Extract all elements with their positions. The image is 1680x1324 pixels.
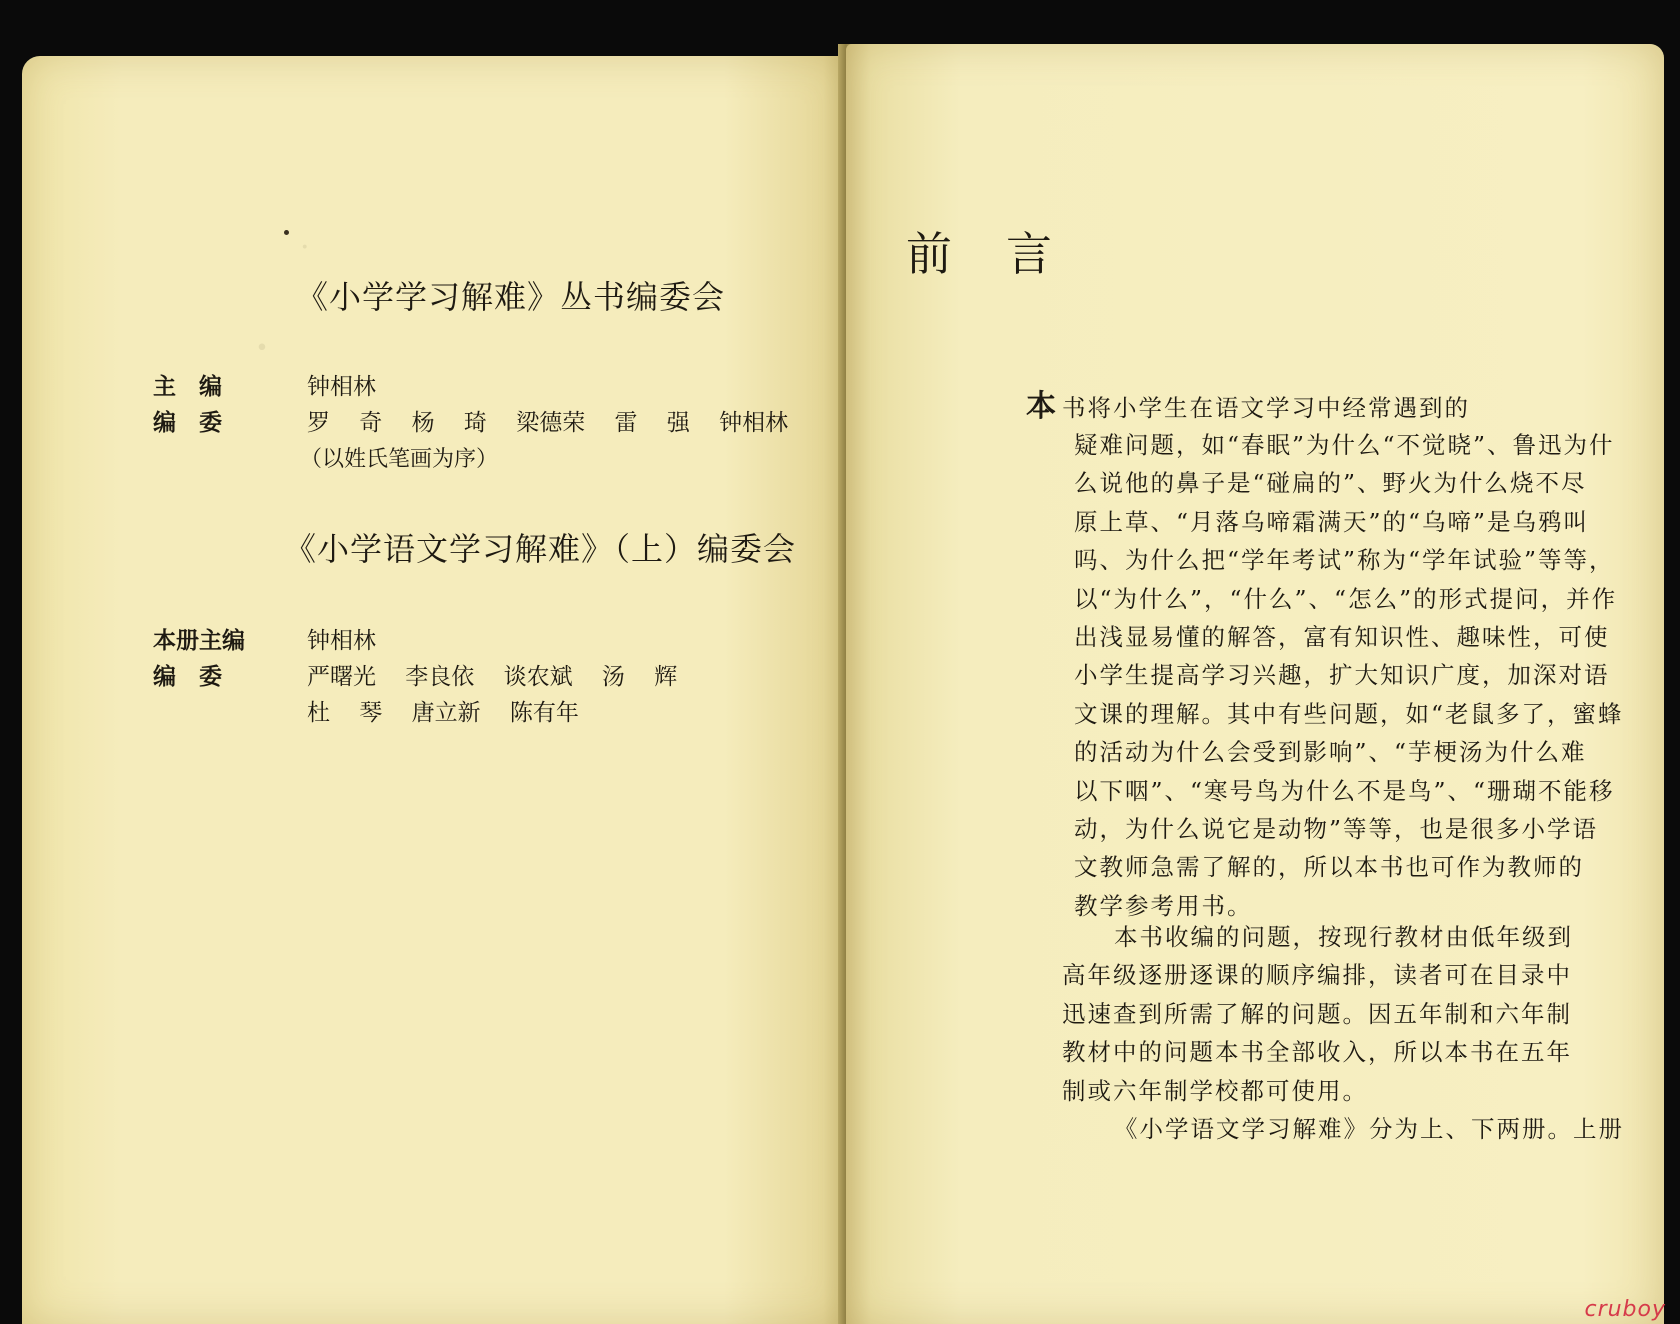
preface-paragraph-1-body (1074, 426, 1624, 925)
paper-speck (284, 230, 289, 235)
preface-line: 疑难问题，如“春眠”为什么“不觉晓”、鲁迅为什 (1074, 431, 1615, 459)
preface-paragraph-1 (1026, 388, 1590, 427)
series-members-label: 编 委 (153, 410, 222, 436)
drop-cap: 本 (1026, 389, 1058, 424)
volume-chief-name: 钟相林 (307, 628, 376, 654)
preface-line: 吗、为什么把“学年考试”称为“学年试验”等等， (1074, 546, 1615, 575)
series-members: 罗 奇 杨 琦 梁德荣 雷 强 钟相林 (307, 410, 789, 436)
preface-paragraph-3-start: 《小学语文学习解难》分为上、下两册。上册 (1114, 1115, 1624, 1144)
series-chief-label: 主 编 (153, 374, 222, 400)
preface-line: 教材中的问题本书全部收入，所以本书在五年 (1062, 1038, 1572, 1067)
preface-paragraph-2 (1062, 918, 1624, 1148)
preface-line: 本 书将小学生在语文学习中经常遇到的 (1026, 389, 1470, 424)
volume-chief-label: 本册主编 (153, 628, 245, 654)
series-chief-name: 钟相林 (307, 374, 376, 400)
show-through-title: · (250, 318, 270, 376)
preface-line: 小学生提高学习兴趣，扩大知识广度，加深对语 (1074, 661, 1610, 690)
series-members-note: （以姓氏笔画为序） (300, 447, 499, 472)
watermark: cruboy (1584, 1297, 1666, 1322)
volume-members-line1: 严曙光 李良依 谈农斌 汤 辉 (307, 664, 678, 690)
show-through-text: · (300, 230, 310, 265)
volume-members-line2: 杜 琴 唐立新 陈有年 (307, 700, 579, 726)
preface-heading: 前言 (906, 227, 1106, 281)
preface-line: 制或六年制学校都可使用。 (1062, 1076, 1368, 1105)
series-committee-title: 《小学学习解难》丛书编委会 (296, 278, 726, 316)
preface-line: 高年级逐册逐课的顺序编排，读者可在目录中 (1062, 961, 1572, 990)
volume-members-label: 编 委 (153, 664, 222, 690)
volume-committee-title: 《小学语文学习解难》（上）编委会 (284, 530, 797, 568)
preface-line: 文课的理解。其中有些问题，如“老鼠多了，蜜蜂 (1074, 699, 1624, 728)
preface-line: 动，为什么说它是动物”等等，也是很多小学语 (1074, 815, 1599, 844)
preface-line: 教学参考用书。 (1074, 891, 1253, 920)
preface-line: 本书收编的问题，按现行教材由低年级到 (1114, 923, 1573, 951)
preface-line: 文教师急需了解的，所以本书也可作为教师的 (1074, 853, 1584, 882)
preface-line: 原上草、“月落乌啼霜满天”的“乌啼”是乌鸦叫 (1074, 507, 1590, 536)
preface-line: 以“为什么”，“什么”、“怎么”的形式提问，并作 (1074, 584, 1618, 613)
preface-line: 以下咽”、“寒号鸟为什么不是鸟”、“珊瑚不能移 (1074, 776, 1615, 805)
preface-line: 的活动为什么会受到影响”、“芋梗汤为什么难 (1074, 738, 1587, 767)
preface-line: 么说他的鼻子是“碰扁的”、野火为什么烧不尽 (1074, 469, 1587, 498)
preface-line: 迅速查到所需了解的问题。因五年制和六年制 (1062, 999, 1572, 1028)
preface-line: 出浅显易懂的解答，富有知识性、趣味性，可使 (1074, 623, 1610, 652)
